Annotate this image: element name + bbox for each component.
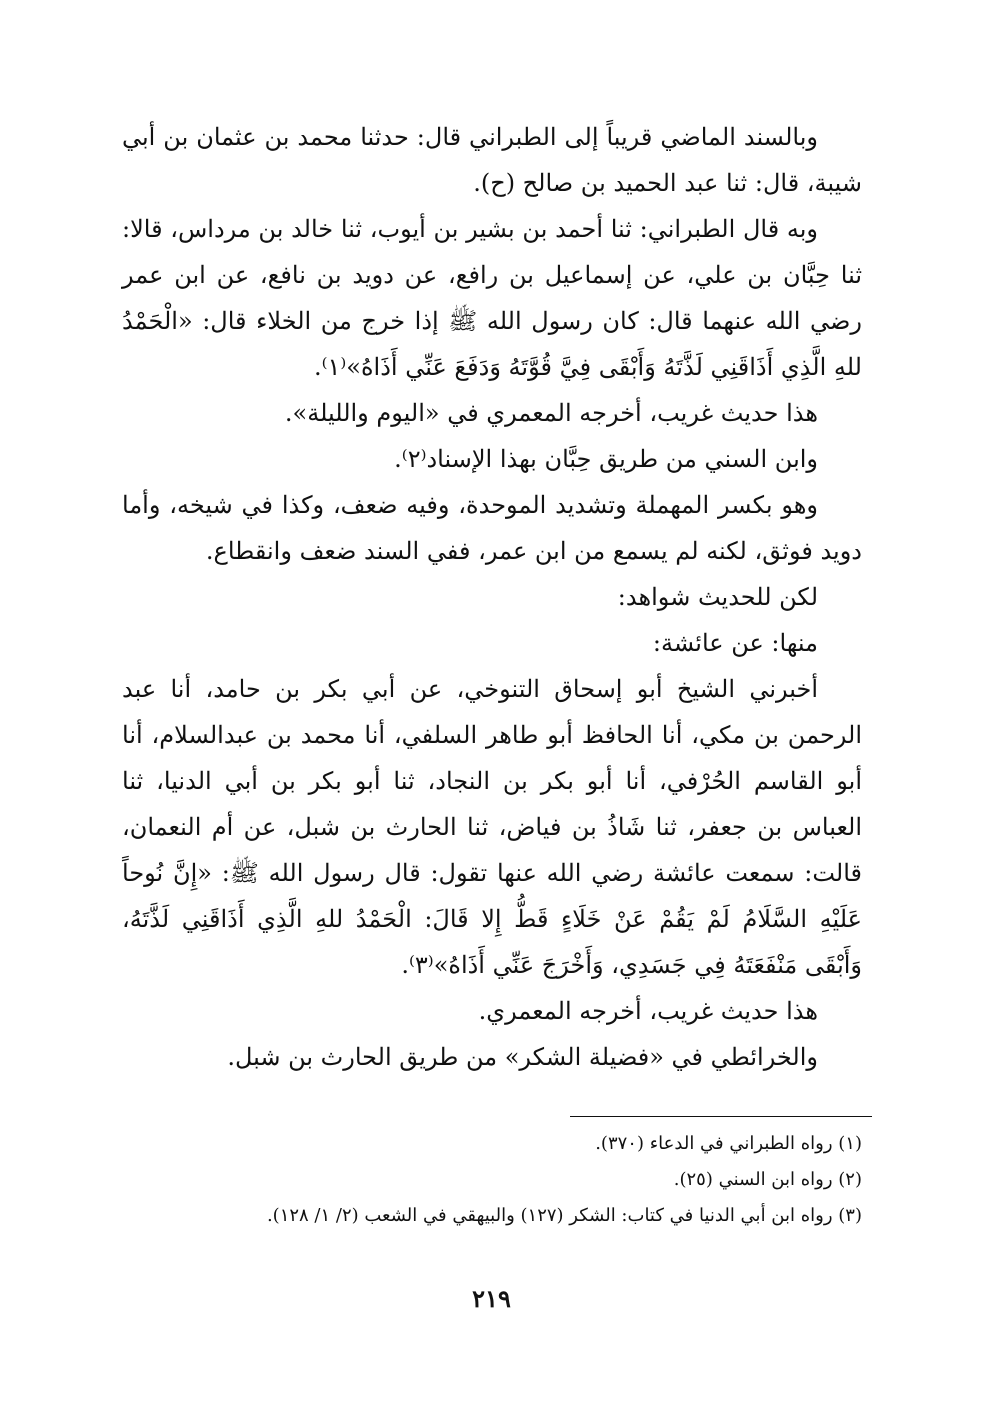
paragraph-shawahid: لكن للحديث شواهد: bbox=[617, 583, 818, 611]
paragraph-grading-1: هذا حديث غريب، أخرجه المعمري في «اليوم والليلة». bbox=[284, 399, 818, 427]
footnote-1: (١) رواه الطبراني في الدعاء (٣٧٠). bbox=[595, 1133, 862, 1154]
paragraph-grading-2: هذا حديث غريب، أخرجه المعمري. bbox=[478, 997, 818, 1025]
paragraph-kharaiti: والخرائطي في «فضيلة الشكر» من طريق الحارث بن شبل. bbox=[227, 1043, 818, 1071]
paragraph-isnad-tabarani: وبالسند الماضي قريباً إلى الطبراني قال: حدثنا محمد بن عثمان بن أبي شيبة، قال: ثنا عبد الحميد بن صالح (ح). bbox=[122, 123, 862, 197]
paragraph-hadith-ibn-umar: وبه قال الطبراني: ثنا أحمد بن بشير بن أيوب، ثنا خالد بن مرداس، قالا: ثنا حِبَّان بن علي، عن إسماعيل بن رافع، عن دويد بن نافع، عن ابن عمر رضي الله عنهما قال: كان رسول الله ﷺ إذا خرج من الخلاء قال: «الْحَمْدُ للهِ الَّذِي أَذَاقَنِي لَذَّتَهُ وَأَبْقَى فِيَّ قُوَّتَهُ وَدَفَعَ عَنِّي أَذَاهُ»⁽١⁾. bbox=[122, 215, 862, 381]
footnote-2: (٢) رواه ابن السني (٢٥). bbox=[673, 1169, 862, 1190]
footnote-3: (٣) رواه ابن أبي الدنيا في كتاب: الشكر (١٢٧) والبيهقي في الشعب (٢/ ١/ ١٢٨). bbox=[266, 1205, 862, 1226]
paragraph-ibn-sunni: وابن السني من طريق حِبَّان بهذا الإسناد⁽٢⁾. bbox=[394, 445, 818, 473]
main-text bbox=[122, 114, 862, 1080]
page-number: ٢١٩ bbox=[472, 1284, 511, 1313]
footnotes bbox=[122, 1126, 862, 1234]
paragraph-aisha-heading: منها: عن عائشة: bbox=[652, 629, 818, 657]
paragraph-hadith-aisha: أخبرني الشيخ أبو إسحاق التنوخي، عن أبي بكر بن حامد، أنا عبد الرحمن بن مكي، أنا الحافظ أبو طاهر السلفي، أنا محمد بن عبدالسلام، أنا أبو القاسم الحُرْفي، أنا أبو بكر بن النجاد، ثنا أبو بكر بن أبي الدنيا، ثنا العباس بن جعفر، ثنا شَاذُ بن فياض، ثنا الحارث بن شبل، عن أم النعمان، قالت: سمعت عائشة رضي الله عنها تقول: قال رسول الله ﷺ: «إِنَّ نُوحاً عَلَيْهِ السَّلَامُ لَمْ يَقُمْ عَنْ خَلَاءٍ قَطُّ إِلا قَالَ: الْحَمْدُ للهِ الَّذِي أَذَاقَنِي لَذَّتَهُ، وَأَبْقَى مَنْفَعَتَهُ فِي جَسَدِي، وَأَخْرَجَ عَنِّي أَذَاهُ»⁽٣⁾. bbox=[122, 675, 862, 979]
footnote-divider bbox=[570, 1116, 872, 1117]
paragraph-weakness: وهو بكسر المهملة وتشديد الموحدة، وفيه ضعف، وكذا في شيخه، وأما دويد فوثق، لكنه لم يسمع من ابن عمر، ففي السند ضعف وانقطاع. bbox=[122, 491, 862, 565]
